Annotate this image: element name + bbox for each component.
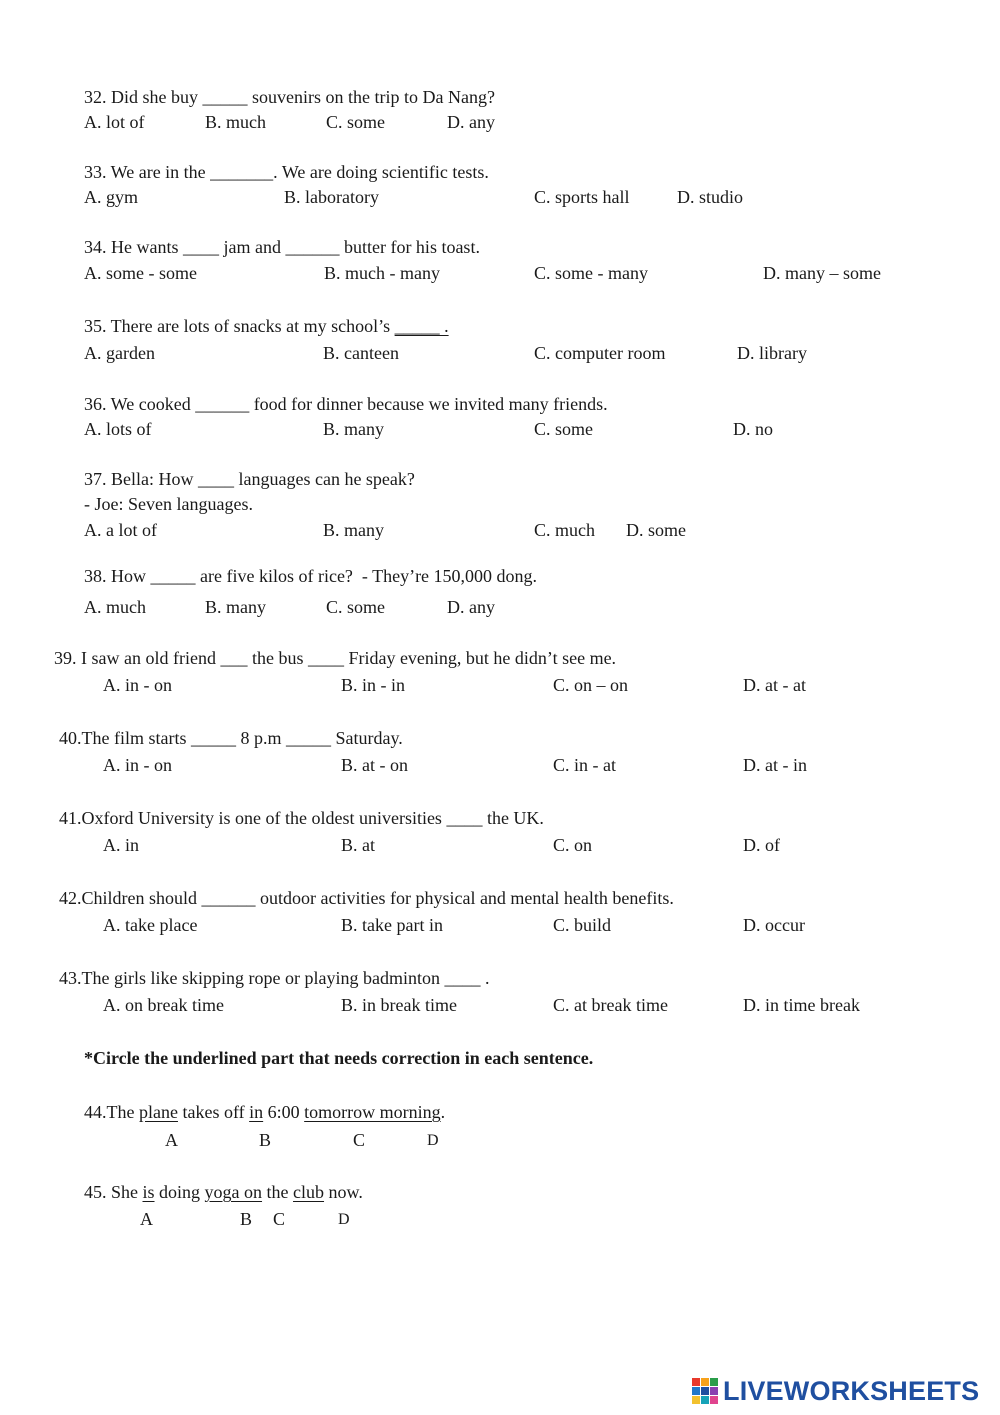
question-44-underline-a: plane <box>138 1102 178 1122</box>
question-35-option-d: D. library <box>737 343 807 363</box>
question-45-label-d: D <box>338 1211 350 1228</box>
question-34-option-d: D. many – some <box>763 263 881 283</box>
logo-mark-square <box>701 1387 709 1395</box>
question-42-stem: 42.Children should ______ outdoor activities for physical and mental health benefits. <box>59 888 674 908</box>
question-37-option-b: B. many <box>323 520 384 540</box>
question-33-option-c: C. sports hall <box>534 187 630 207</box>
logo-mark-square <box>692 1387 700 1395</box>
question-44-label-c: C <box>353 1130 366 1150</box>
question-36-option-c: C. some <box>534 419 594 439</box>
question-39-option-c: C. on – on <box>553 675 629 695</box>
question-44-sentence: 44.The plane takes off in 6:00 tomorrow morning. <box>84 1102 446 1122</box>
question-32-option-b: B. much <box>205 112 266 132</box>
question-44-underline-c: tomorrow morning <box>304 1102 441 1122</box>
question-38-stem: 38. How _____ are five kilos of rice? - They’re 150,000 dong. <box>84 566 538 586</box>
logo-mark-square <box>692 1378 700 1386</box>
question-45-label-b: B <box>240 1209 253 1229</box>
question-42-option-c: C. build <box>553 915 612 935</box>
question-45-underline-a: is <box>142 1182 155 1202</box>
liveworksheets-logo-icon <box>692 1378 718 1404</box>
question-38-option-a: A. much <box>84 597 146 617</box>
logo-mark-square <box>692 1396 700 1404</box>
section-instruction: *Circle the underlined part that needs correction in each sentence. <box>84 1048 594 1068</box>
question-37-option-a: A. a lot of <box>84 520 157 540</box>
question-39-option-a: A. in - on <box>103 675 172 695</box>
question-37-stem: 37. Bella: How ____ languages can he speak? <box>84 469 415 489</box>
question-36-stem: 36. We cooked ______ food for dinner because we invited many friends. <box>84 394 608 414</box>
question-40-option-a: A. in - on <box>103 755 172 775</box>
question-33-option-d: D. studio <box>677 187 744 207</box>
logo-mark-square <box>710 1378 718 1386</box>
question-44-label-a: A <box>165 1130 178 1150</box>
question-44-label-d: D <box>427 1132 439 1149</box>
question-43-option-a: A. on break time <box>103 995 224 1015</box>
question-35-blank: _____ . <box>394 316 449 336</box>
question-38-option-d: D. any <box>447 597 495 617</box>
question-40-option-d: D. at - in <box>743 755 807 775</box>
logo-mark-square <box>701 1378 709 1386</box>
question-35-stem: 35. There are lots of snacks at my school’s _____ . <box>84 316 449 336</box>
liveworksheets-logo[interactable] <box>692 1376 979 1406</box>
question-43-option-c: C. at break time <box>553 995 668 1015</box>
question-45-sentence: 45. She is doing yoga on the club now. <box>84 1182 363 1202</box>
question-36-option-b: B. many <box>323 419 384 439</box>
question-43-option-b: B. in break time <box>341 995 457 1015</box>
question-44-label-b: B <box>259 1130 272 1150</box>
question-42-option-a: A. take place <box>103 915 198 935</box>
question-40-option-b: B. at - on <box>341 755 408 775</box>
question-36-option-a: A. lots of <box>84 419 152 439</box>
question-36-option-d: D. no <box>733 419 773 439</box>
question-37-option-d: D. some <box>626 520 686 540</box>
question-32-option-a: A. lot of <box>84 112 145 132</box>
question-38-option-c: C. some <box>326 597 386 617</box>
liveworksheets-logo-text: LIVEWORKSHEETS <box>723 1375 980 1406</box>
question-42-option-d: D. occur <box>743 915 805 935</box>
question-41-stem: 41.Oxford University is one of the oldest universities ____ the UK. <box>59 808 544 828</box>
logo-mark-square <box>701 1396 709 1404</box>
question-34-option-c: C. some - many <box>534 263 648 283</box>
question-34-option-a: A. some - some <box>84 263 197 283</box>
question-41-option-a: A. in <box>103 835 139 855</box>
question-45-label-c: C <box>273 1209 286 1229</box>
question-39-option-b: B. in - in <box>341 675 406 695</box>
question-32-stem: 32. Did she buy _____ souvenirs on the trip to Da Nang? <box>84 87 495 107</box>
question-35-option-a: A. garden <box>84 343 155 363</box>
question-43-stem: 43.The girls like skipping rope or playing badminton ____ . <box>59 968 490 988</box>
question-33-option-b: B. laboratory <box>284 187 379 207</box>
question-45-underline-b: yoga on <box>204 1182 263 1202</box>
question-35-option-b: B. canteen <box>323 343 399 363</box>
question-45-label-a: A <box>140 1209 153 1229</box>
question-41-option-d: D. of <box>743 835 780 855</box>
question-41-option-c: C. on <box>553 835 593 855</box>
question-39-option-d: D. at - at <box>743 675 806 695</box>
question-40-option-c: C. in - at <box>553 755 616 775</box>
question-37-reply: - Joe: Seven languages. <box>84 494 253 514</box>
question-40-stem: 40.The film starts _____ 8 p.m _____ Saturday. <box>59 728 403 748</box>
logo-mark-square <box>710 1396 718 1404</box>
question-41-option-b: B. at <box>341 835 375 855</box>
question-34-option-b: B. much - many <box>324 263 440 283</box>
question-35-option-c: C. computer room <box>534 343 666 363</box>
question-33-option-a: A. gym <box>84 187 138 207</box>
question-42-option-b: B. take part in <box>341 915 443 935</box>
question-43-option-d: D. in time break <box>743 995 860 1015</box>
question-45-underline-c: club <box>293 1182 325 1202</box>
logo-mark-square <box>710 1387 718 1395</box>
question-32-option-d: D. any <box>447 112 495 132</box>
question-39-stem: 39. I saw an old friend ___ the bus ____ Friday evening, but he didn’t see me. <box>54 648 617 668</box>
question-33-stem: 33. We are in the _______. We are doing scientific tests. <box>84 162 489 182</box>
question-44-underline-b: in <box>249 1102 264 1122</box>
question-34-stem: 34. He wants ____ jam and ______ butter for his toast. <box>84 237 480 257</box>
question-37-option-c: C. much <box>534 520 595 540</box>
question-38-option-b: B. many <box>205 597 266 617</box>
question-32-option-c: C. some <box>326 112 386 132</box>
